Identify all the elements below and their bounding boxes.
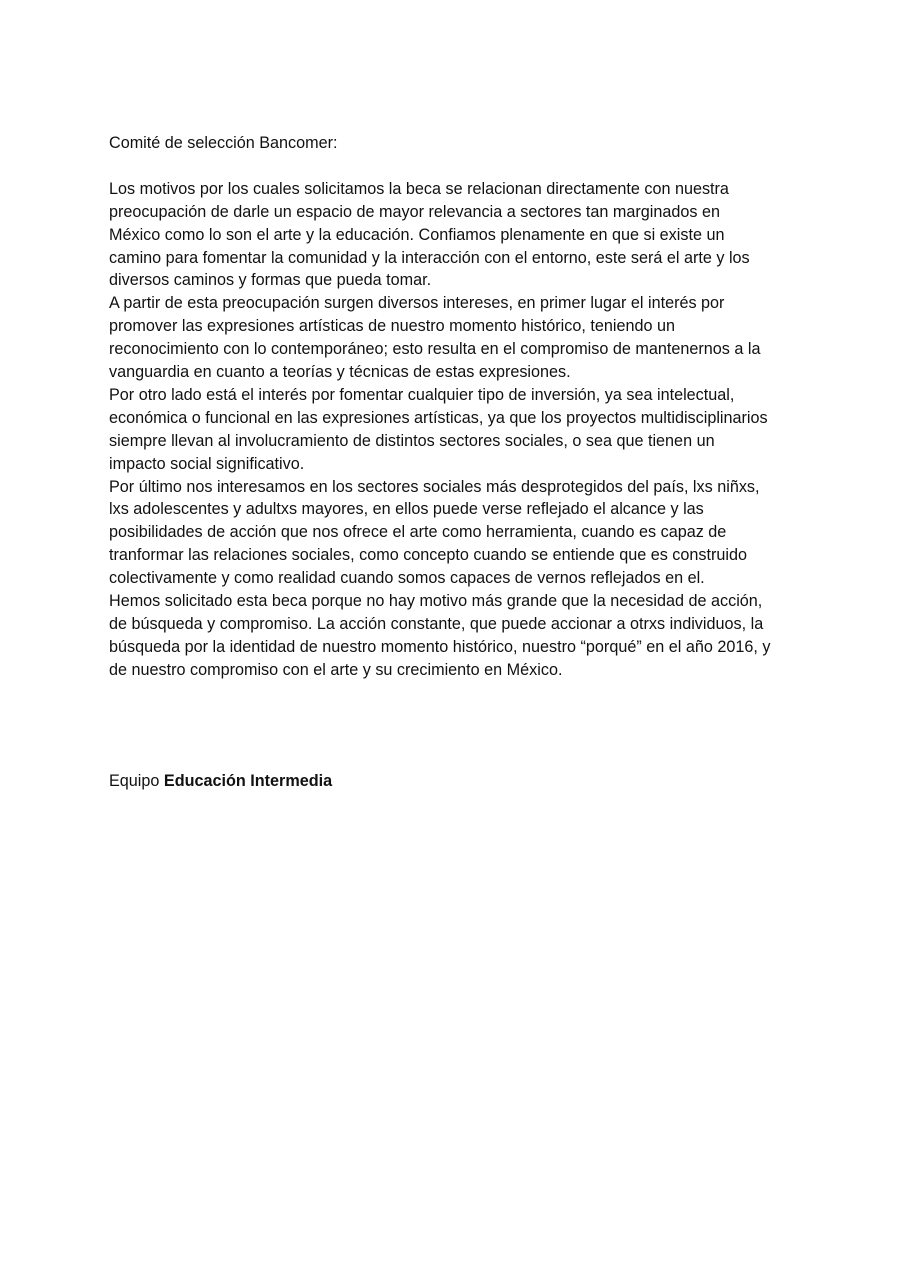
letter-line: económica o funcional en las expresiones artísticas, ya que los proyectos multidisciplinarios xyxy=(109,408,768,427)
letter-paragraphs xyxy=(109,178,799,682)
letter-line: A partir de esta preocupación surgen diversos intereses, en primer lugar el interés por xyxy=(109,294,725,313)
letter-line: de búsqueda y compromiso. La acción constante, que puede accionar a otrxs individuos, la xyxy=(109,615,764,634)
letter-line: Los motivos por los cuales solicitamos la beca se relacionan directamente con nuestra xyxy=(109,179,729,198)
letter-body xyxy=(109,132,799,682)
letter-line: camino para fomentar la comunidad y la interacción con el entorno, este será el arte y los xyxy=(109,248,750,267)
signature-prefix: Equipo xyxy=(109,772,160,790)
letter-line: Por otro lado está el interés por fomentar cualquier tipo de inversión, ya sea intelectual, xyxy=(109,385,735,404)
letter-line: Hemos solicitado esta beca porque no hay motivo más grande que la necesidad de acción, xyxy=(109,592,763,611)
signature-team-name: Educación Intermedia xyxy=(163,772,333,790)
letter-line: impacto social significativo. xyxy=(109,454,305,473)
letter-line: siempre llevan al involucramiento de distintos sectores sociales, o sea que tienen un xyxy=(109,431,715,450)
letter-line: colectivamente y como realidad cuando somos capaces de vernos reflejados en el. xyxy=(109,569,705,588)
letter-line: México como lo son el arte y la educación. Confiamos plenamente en que si existe un xyxy=(109,225,725,244)
signature xyxy=(109,770,332,793)
letter-line: de nuestro compromiso con el arte y su crecimiento en México. xyxy=(109,660,563,679)
letter-line: preocupación de darle un espacio de mayor relevancia a sectores tan marginados en xyxy=(109,202,720,221)
salutation: Comité de selección Bancomer: xyxy=(109,134,338,152)
letter-line: lxs adolescentes y adultxs mayores, en ellos puede verse reflejado el alcance y las xyxy=(109,500,704,519)
letter-line: búsqueda por la identidad de nuestro momento histórico, nuestro “porqué” en el año 2016, y xyxy=(109,637,771,656)
letter-line: posibilidades de acción que nos ofrece el arte como herramienta, cuando es capaz de xyxy=(109,523,727,542)
letter-line: tranformar las relaciones sociales, como concepto cuando se entiende que es construido xyxy=(109,546,747,565)
letter-line: promover las expresiones artísticas de nuestro momento histórico, teniendo un xyxy=(109,317,675,336)
letter-line: vanguardia en cuanto a teorías y técnicas de estas expresiones. xyxy=(109,363,571,382)
letter-line: reconocimiento con lo contemporáneo; esto resulta en el compromiso de mantenernos a la xyxy=(109,340,761,359)
letter-line: Por último nos interesamos en los sectores sociales más desprotegidos del país, lxs niñxs, xyxy=(109,477,760,496)
letter-line: diversos caminos y formas que pueda tomar. xyxy=(109,271,432,290)
